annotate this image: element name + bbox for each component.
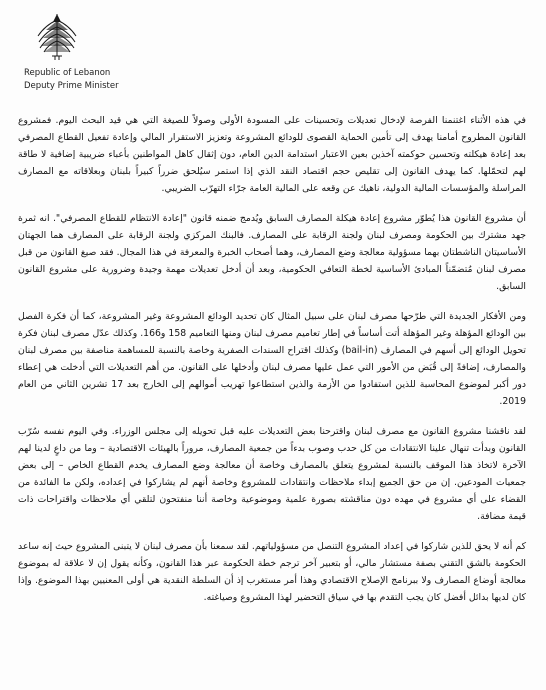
- letter-body: [18, 112, 526, 606]
- letterhead-country: Republic of Lebanon: [24, 68, 111, 78]
- cedar-emblem-icon: [30, 10, 84, 64]
- letterhead-office: Deputy Prime Minister: [24, 81, 119, 91]
- paragraph-4: لقد ناقشنا مشروع القانون مع مصرف لبنان واقترحنا بعض التعديلات عليه قبل تحويله إلى مجلس الوزراء. وفي اليوم نفسه سُرّب القانون وبدأت تنهال علينا الانتقادات من كل حدب وصوب بدءاً من جمعية المصارف، مروراً بالهيئات الاقتصادية – وما من داعٍ لدينا لهم الآخرة لاتخاذ هذا الموقف بالنسبة لمشروع يتعلق بالمصارف وخاصة أن معالجة وضع المصارف يخدم القطاع الخاص – إلى بعض جمعيات المودعين. إن من حق الجميع إبداء ملاحظات وانتقادات للمشروع وخاصة أنهم لم يشاركوا في إعداده، ولكن ما الفائدة من القضاء على أي مشروع في مهده دون مناقشته بصورة علمية وموضوعية وخاصة أننا منفتحون لتلقي أي ملاحظات واقتراحات ذات قيمة مضافة.: [18, 426, 526, 522]
- paragraph-5: كم أنه لا يحق للذين شاركوا في إعداد المشروع التنصل من مسؤولياتهم. لقد سمعنا بأن مصرف لبنان لا يتبنى المشروع حيث إنه ساعد الحكومة بالشق التقني بصفة مستشار مالي، أو بتعبير آخر ترجم خطة الحكومة عبر هذا القانون، وكأنه يقول إن لا علاقة له بموضوع معالجة أوضاع المصارف ولا ببرنامج الإصلاح الاقتصادي وهذا أمر مستغرب إذ أن السلطة النقدية هي أولى المعنيين بهذا الموضوع. وإذا كان لديها بدائل أفضل كان يجب التقدم بها في سياق التحضير لهذا المشروع وصياغته.: [18, 541, 526, 603]
- paragraph-2: أن مشروع القانون هذا يُطوّر مشروع إعادة هيكلة المصارف السابق ويُدمج ضمنه قانون "إعادة الانتظام للقطاع المصرفي". انه ثمرة جهد مشترك بين الحكومة ومصرف لبنان ولجنة الرقابة على المصارف. فالبنك المركزي ولجنة الرقابة على المصارف هما الجهتان الأساسيتان الناشطتان بهما مسؤولية معالجة وضع المصارف، وهما أصحاب الخبرة والمعرفة في هذا المجال. فقد صيغ القانون من قبل مصرف لبنان مُتضمّناً المبادئ الأساسية لخطة التعافي الحكومية، وبعد أن أدخل تعديلات مهمة وجيدة وضرورية على مشروع القانون السابق.: [18, 213, 526, 292]
- paragraph-3: ومن الأفكار الجديدة التي طرّحها مصرف لبنان على سبيل المثال كان تحديد الودائع المشروعة وغير المشروعة، كما أن فكرة الفصل بين الودائع المؤهلة وغير المؤهلة أتت أساساً في إطار تعاميم مصرف لبنان ومنها التعاميم 158 و166. وكذلك عدّل مصرف لبنان فكرة تحويل الودائع إلى أسهم في المصارف (bail-in) وكذلك اقتراح السندات الصفرية وخاصة بالنسبة للمساهمة مناصفة بين مصرف لبنان والمصارف، إضافةً إلى قُبَض من الأمور التي عمل عليها مصرف لبنان وأدخلها على القانون. من أهم التعديلات التي أدخلت هي إعطاء دور أكبر لموضوع المحاسبة للذين استفادوا من الأزمة والذين استطاعوا تهريب أموالهم إلى الخارج بعد 17 تشرين الثاني من العام 2019.: [18, 311, 527, 407]
- paragraph-1: في هذه الأثناء اغتنمنا الفرصة لإدخال تعديلات وتحسينات على المسودة الأولى وصولاً للصيغة التي هي قيد البحث اليوم. فمشروع القانون المطروح أمامنا يهدف إلى تأمين الحماية القصوى للودائع المشروعة وتعزيز الاستقرار المالي وإعادة تفعيل القطاع المصرفي بعد إعادة هيكلته وتحسين حوكمته آخذين بعين الاعتبار استدامة الدين العام، دون إثقال كاهل المواطنين بأعباء ضريبية إضافية لا طاقة لهم لتحمّلها. كما يهدف القانون إلى تقليص حجم اقتصاد النقد الذي إذا استمر سيُلحق ضرراً كبيراً بلبنان وبعلاقاته مع المصارف المراسلة والمؤسسات المالية الدولية، ناهيك عن وقعه على المالية العامة جرّاء التهرّب الضريبي.: [18, 115, 526, 194]
- letterhead: [14, 8, 154, 118]
